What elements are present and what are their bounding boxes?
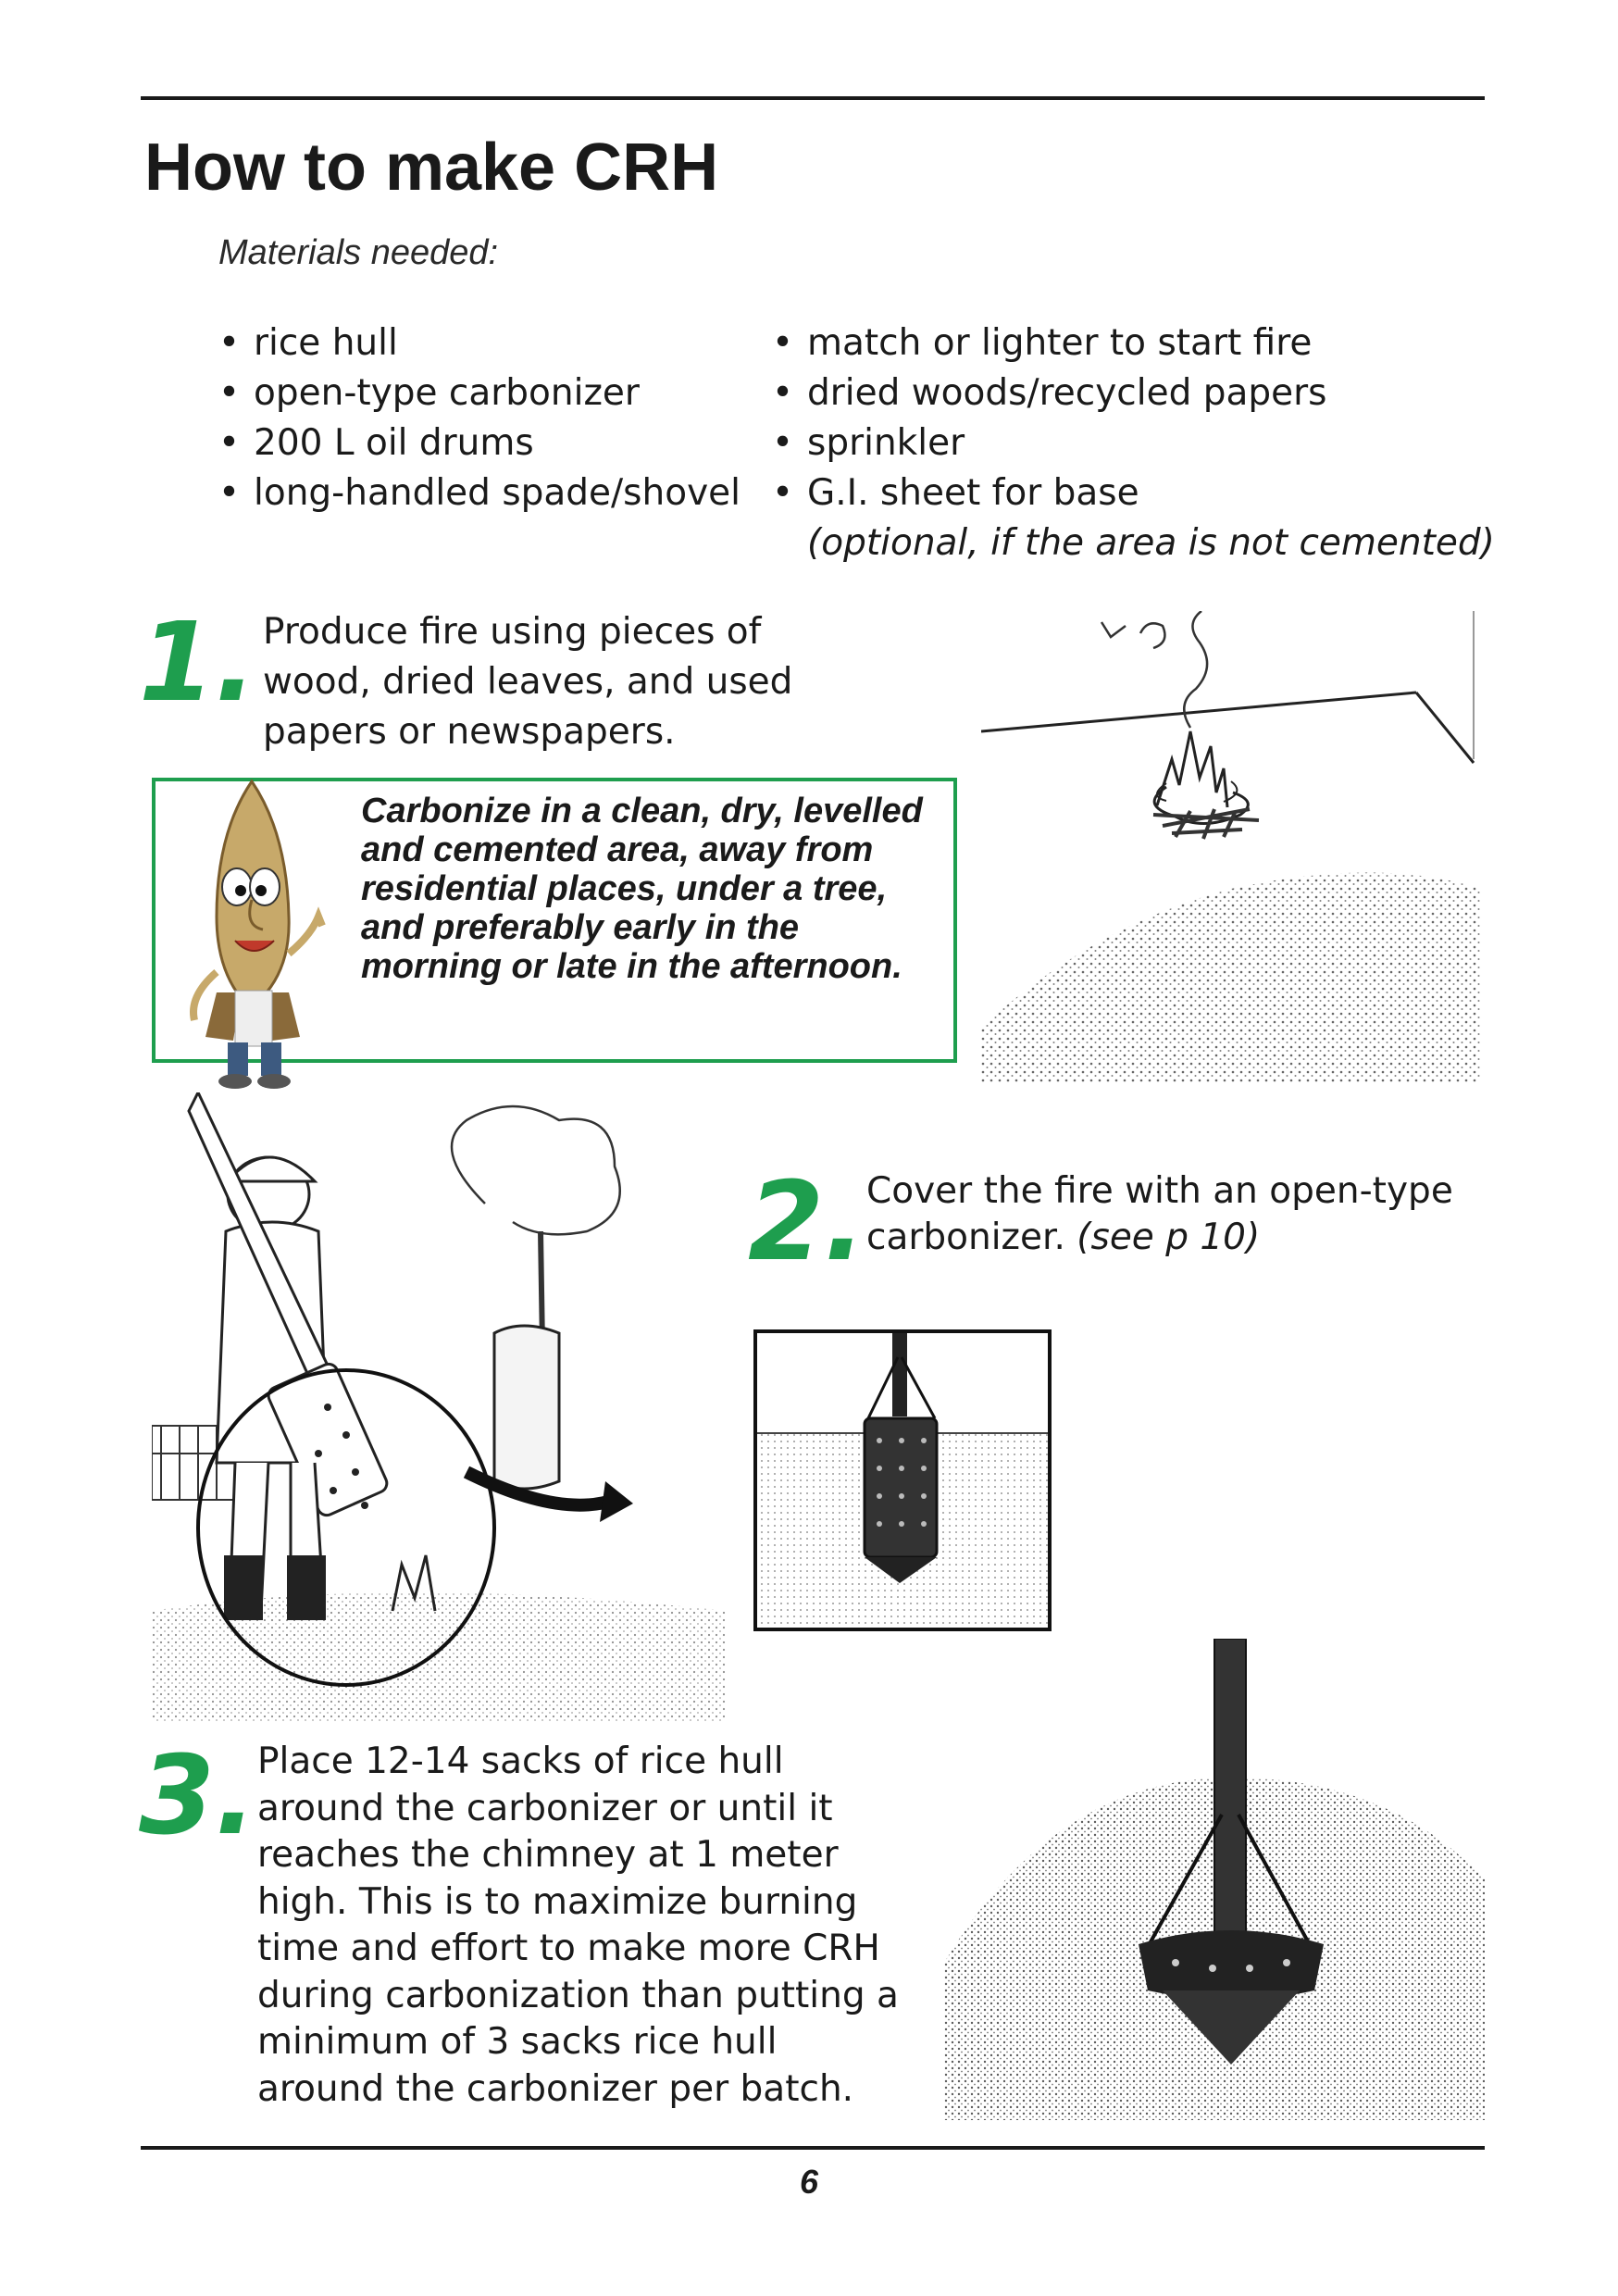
material-item: • rice hull	[218, 318, 741, 368]
materials-list-left	[218, 318, 741, 518]
bottom-rule	[141, 2146, 1485, 2150]
material-item: • sprinkler	[772, 418, 1495, 468]
material-item: • 200 L oil drums	[218, 418, 741, 468]
material-note: (optional, if the area is not cemented)	[807, 522, 1495, 564]
step-2-text	[866, 1168, 1468, 1261]
material-item: • long-handled spade/shovel	[218, 468, 741, 518]
step-1-text: Produce fire using pieces of wood, dried leaves, and used papers or newspapers.	[263, 611, 793, 753]
tip-text: Carbonize in a clean, dry, levelled and cemented area, away from residential places, under a tree, and preferably early in the morning or late in the afternoon.	[361, 792, 923, 986]
carbonizer-illustration	[152, 1092, 726, 1722]
material-item	[772, 468, 1495, 568]
material-item: • match or lighter to start fire	[772, 318, 1495, 368]
material-item-label: G.I. sheet for base	[807, 472, 1139, 514]
step-2-page-ref: (see p 10)	[1077, 1217, 1261, 1258]
step-3-number: 3.	[139, 1731, 256, 1859]
page-number: 6	[799, 2163, 819, 2201]
fire-illustration	[981, 611, 1481, 1083]
step-2-number: 2.	[748, 1157, 865, 1285]
material-item: • open-type carbonizer	[218, 368, 741, 418]
carbonizer-inset-illustration	[753, 1329, 1052, 1631]
materials-heading: Materials needed:	[218, 233, 499, 272]
page-title: How to make CRH	[144, 131, 719, 205]
mascot-icon	[163, 778, 348, 1092]
step-2-text-main: Cover the fire with an open-type carbonizer.	[866, 1170, 1453, 1258]
step-1-number: 1.	[139, 598, 256, 726]
material-item: • dried woods/recycled papers	[772, 368, 1495, 418]
materials-list-right	[772, 318, 1495, 568]
top-rule	[141, 96, 1485, 100]
rice-hull-pile-illustration	[944, 1639, 1485, 2120]
step-3-text: Place 12-14 sacks of rice hull around the carbonizer or until it reaches the chimney at 1 meter high. This is to maximize burning time and effort to make more CRH during carbonization than putting a minimum of 3 sacks rice hull around the carbonizer per batch.	[257, 1741, 899, 2110]
